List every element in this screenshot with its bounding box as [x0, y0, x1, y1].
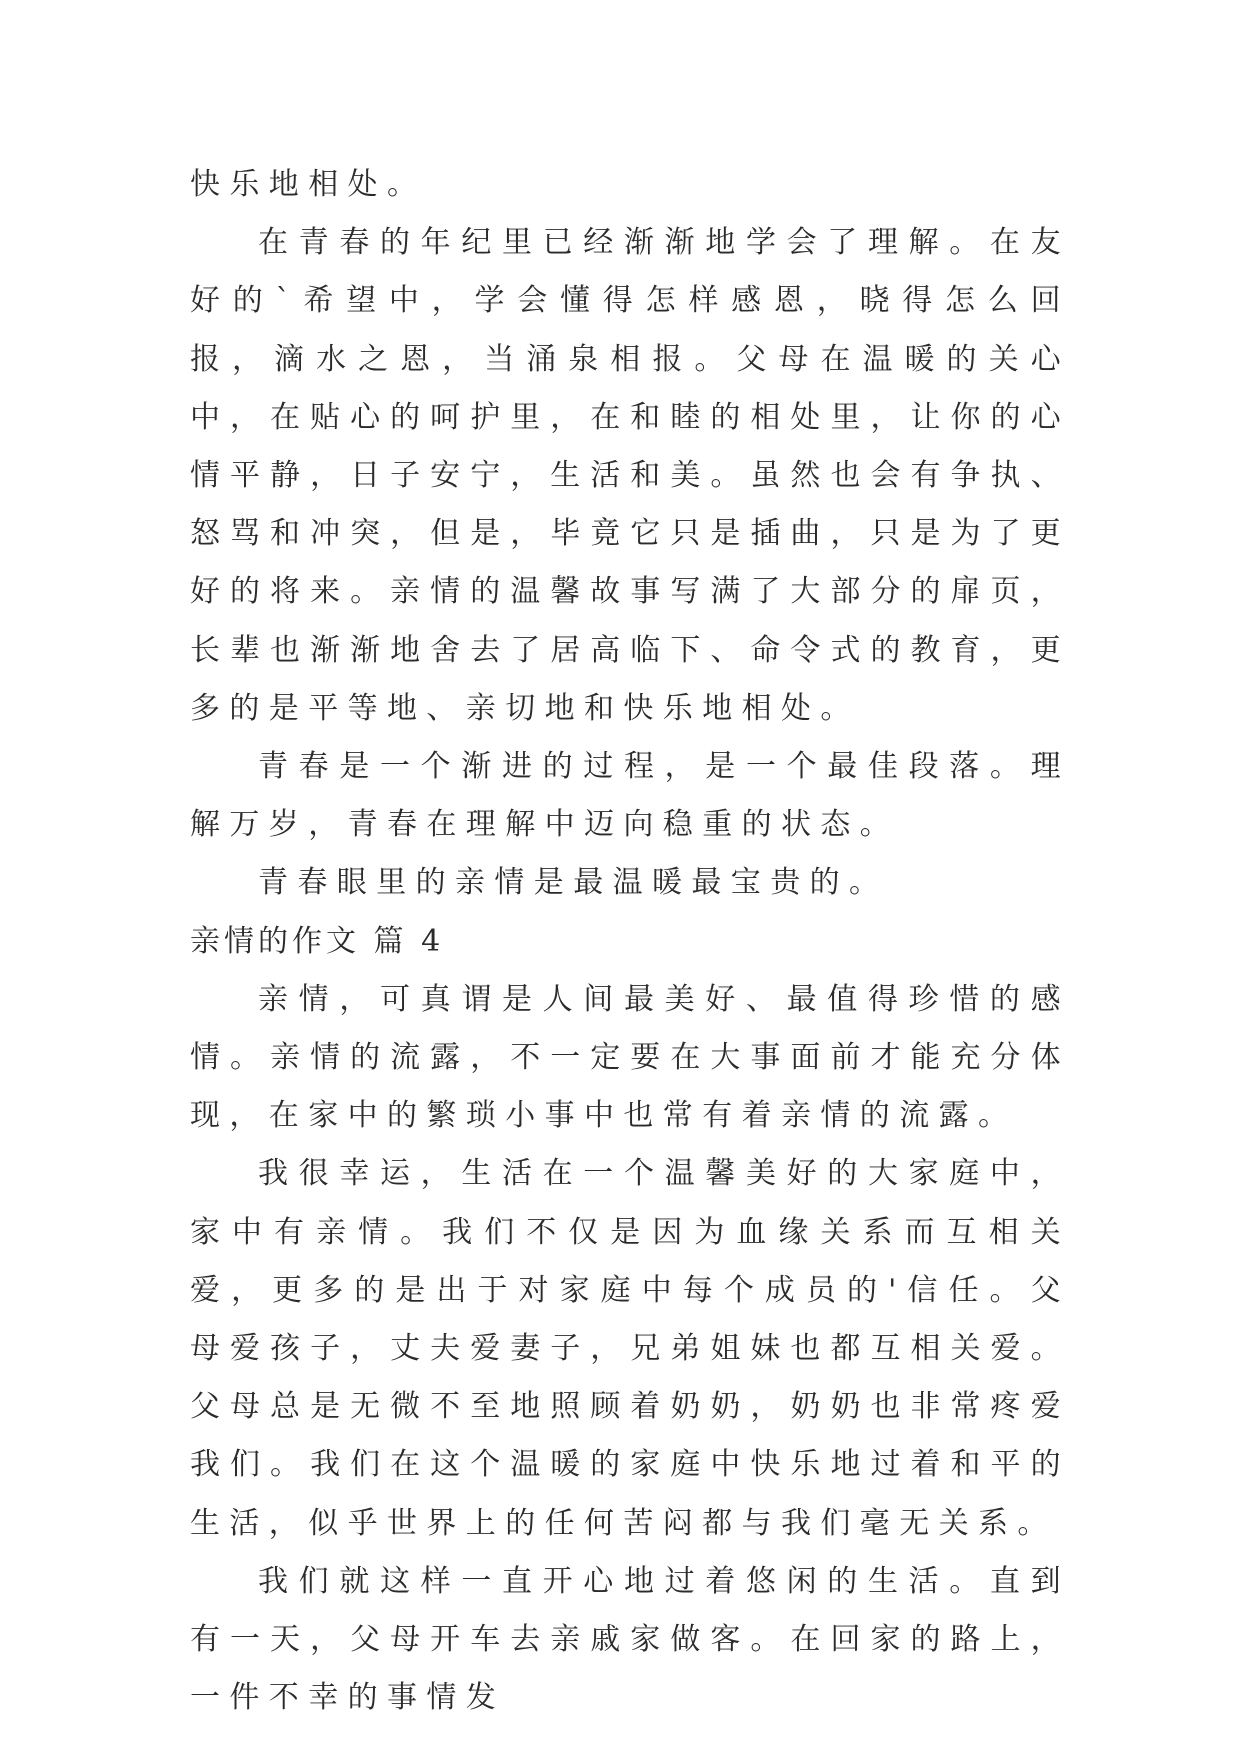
- paragraph-3: 青春是一个渐进的过程，是一个最佳段落。理解万岁，青春在理解中迈向稳重的状态。: [190, 749, 1070, 843]
- paragraph-7: 我们就这样一直开心地过着悠闲的生活。直到有一天，父母开车去亲戚家做客。在回家的路上，一件不幸的事情发: [190, 1563, 1070, 1716]
- paragraph-2: 在青春的年纪里已经渐渐地学会了理解。在友好的`希望中，学会懂得怎样感恩，晓得怎么回报，滴水之恩，当涌泉相报。父母在温暖的关心中，在贴心的呵护里，在和睦的相处里，让你的心情平静，日子安宁，生活和美。虽然也会有争执、怒骂和冲突，但是，毕竟它只是插曲，只是为了更好的将来。亲情的温馨故事写满了大部分的扉页，长辈也渐渐地舍去了居高临下、命令式的教育，更多的是平等地、亲切地和快乐地相处。: [190, 225, 1070, 726]
- paragraph-1: 快乐地相处。: [190, 167, 427, 202]
- paragraph-5: 亲情，可真谓是人间最美好、最值得珍惜的感情。亲情的流露，不一定要在大事面前才能充分体现，在家中的繁琐小事中也常有着亲情的流露。: [190, 981, 1070, 1134]
- paragraph-6: 我很幸运，生活在一个温馨美好的大家庭中，家中有亲情。我们不仅是因为血缘关系而互相关爱，更多的是出于对家庭中每个成员的'信任。父母爱孩子，丈夫爱妻子，兄弟姐妹也都互相关爱。父母总是无微不至地照顾着奶奶，奶奶也非常疼爱我们。我们在这个温暖的家庭中快乐地过着和平的生活，似乎世界上的任何苦闷都与我们毫无关系。: [190, 1156, 1070, 1541]
- document-body: [190, 156, 1070, 1727]
- section-title: 亲情的作文 篇 4: [190, 923, 445, 959]
- paragraph-4: 青春眼里的亲情是最温暖最宝贵的。: [258, 865, 889, 901]
